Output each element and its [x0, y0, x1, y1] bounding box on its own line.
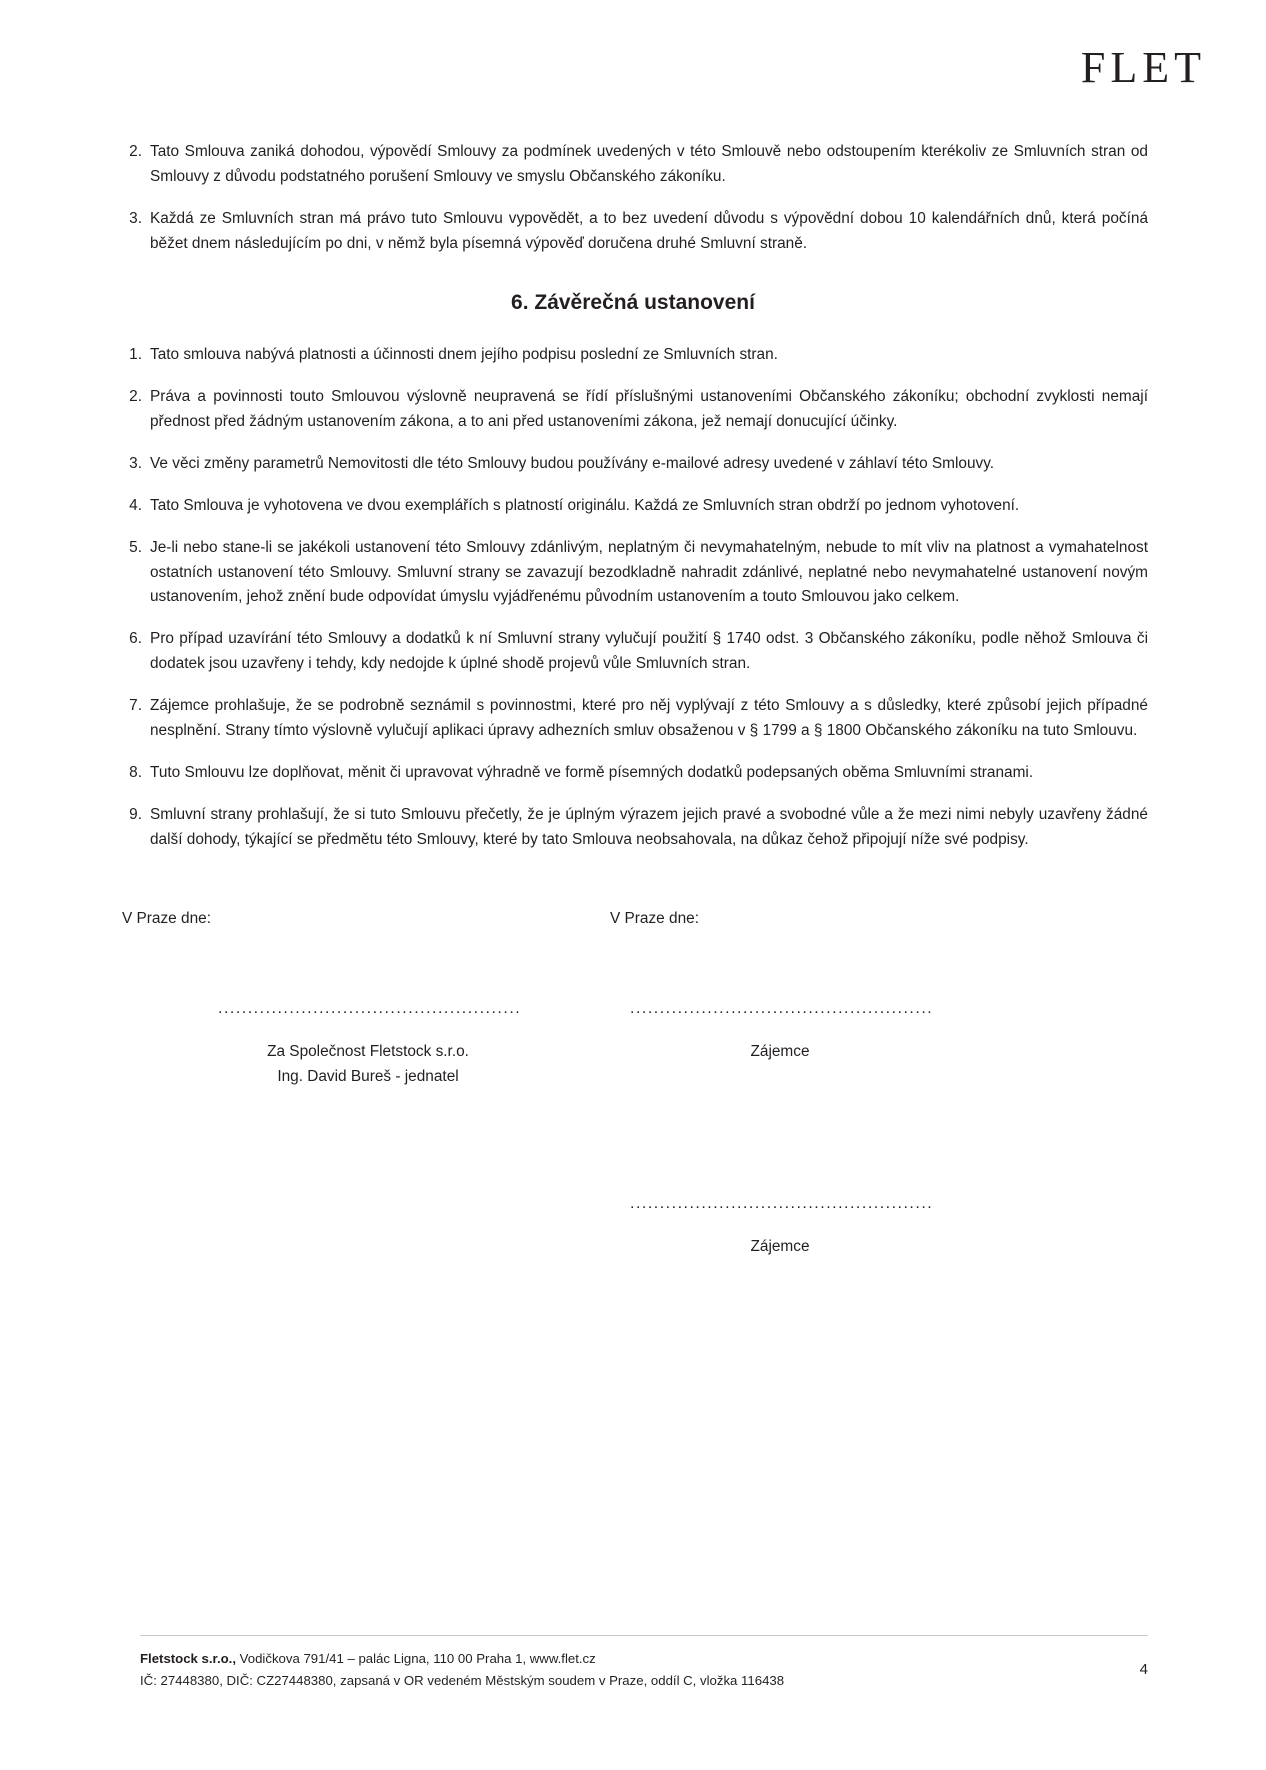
clause-text: Ve věci změny parametrů Nemovitosti dle této Smlouvy budou používány e-mailové adresy uvedené v záhlaví této Smlouvy.: [150, 454, 995, 472]
signature-label-applicant-1: Zájemce: [750, 1043, 810, 1060]
signature-label-company: [218, 1040, 518, 1089]
footer-address: Vodičkova 791/41 – palác Ligna, 110 00 Praha 1, www.flet.cz: [236, 1651, 596, 1667]
page-number: 4: [1139, 1661, 1148, 1678]
clause-text: Tato Smlouva zaniká dohodou, výpovědí Smlouvy za podmínek uvedených v této Smlouvě nebo odstoupením kterékoliv ze Smluvních stran od Smlouvy z důvodu podstatného porušení Smlouvy ve smyslu Občanského zákoníku.: [150, 143, 1148, 185]
brand-logo: FLET: [1080, 43, 1206, 92]
document-body: [118, 140, 1148, 870]
list-item: [118, 694, 1148, 744]
signature-company-person: Ing. David Bureš - jednatel: [277, 1067, 459, 1085]
signature-area: [118, 910, 1148, 1255]
clause-number: 9.: [129, 806, 142, 824]
list-item: [118, 536, 1148, 611]
signature-line: ...................................................: [630, 1195, 934, 1212]
clause-text: Práva a povinnosti touto Smlouvou výslovně neupravená se řídí příslušnými ustanoveními Občanského zákoníku; obchodní zvyklosti nemají přednost před žádným ustanovením zákona, a to ani před ustanoveními zákona, jež nemají donucující účinky.: [150, 387, 1148, 430]
list-item: [118, 803, 1148, 853]
clause-number: 2.: [129, 387, 142, 405]
list-item: [118, 452, 1148, 477]
clause-number: 6.: [129, 630, 142, 648]
top-clause-list: [118, 140, 1148, 257]
clause-number: 2.: [129, 143, 142, 160]
signature-line: ...................................................: [218, 1000, 522, 1017]
clause-text: Pro případ uzavírání této Smlouvy a dodatků k ní Smluvní strany vylučují použití § 1740 odst. 3 Občanského zákoníku, podle něhož Smlouva či dodatek jsou uzavřeny i tehdy, kdy nedojde k úplné shodě projevů vůle Smluvních stran.: [150, 630, 1148, 673]
list-item: [118, 761, 1148, 786]
signature-company-name: Za Společnost Fletstock s.r.o.: [267, 1043, 469, 1060]
list-item: [118, 140, 1148, 190]
signature-block-applicant-1: [630, 1000, 934, 1065]
footer-line-2: IČ: 27448380, DIČ: CZ27448380, zapsaná v OR vedeném Městským soudem v Praze, oddíl C, vložka 116438: [140, 1673, 785, 1689]
list-item: [118, 343, 1148, 368]
clause-text: Tuto Smlouvu lze doplňovat, měnit či upravovat výhradně ve formě písemných dodatků podepsaných oběma Smluvními stranami.: [150, 764, 1034, 782]
clause-text: Každá ze Smluvních stran má právo tuto Smlouvu vypovědět, a to bez uvedení důvodu s výpovědní dobou 10 kalendářních dnů, která počíná běžet dnem následujícím po dni, v němž byla písemná výpověď doručena druhé Smluvní straně.: [150, 209, 1148, 252]
signature-label-applicant-2: Zájemce: [750, 1238, 810, 1255]
clause-number: 7.: [129, 697, 142, 715]
clause-text: Tato Smlouva je vyhotovena ve dvou exemplářích s platností originálu. Každá ze Smluvních stran obdrží po jednom vyhotovení.: [150, 496, 1020, 514]
list-item: [118, 207, 1148, 257]
section-heading: 6. Závěrečná ustanovení: [511, 290, 755, 314]
list-item: [118, 385, 1148, 435]
list-item: [118, 494, 1148, 519]
footer-divider: [140, 1635, 1148, 1636]
list-item: [118, 627, 1148, 677]
date-row: [118, 910, 1148, 944]
signature-block-company: [218, 1000, 522, 1089]
date-label-left: V Praze dne:: [122, 910, 211, 927]
clause-text: Je-li nebo stane-li se jakékoli ustanovení této Smlouvy zdánlivým, neplatným či nevymahatelným, nebude to mít vliv na platnost a vymahatelnost ostatních ustanovení této Smlouvy. Smluvní strany se zavazují bezodkladně nahradit zdánlivé, neplatné nebo nevymahatelné ustanovení novým ustanovením, jehož znění bude odpovídat úmyslu vyjádřenému původním ustanovením a touto Smlouvou jako celkem.: [150, 538, 1148, 606]
footer-line-1: [140, 1648, 1148, 1670]
clause-number: 8.: [129, 764, 142, 782]
clause-number: 3.: [129, 454, 142, 472]
clause-number: 4.: [129, 496, 142, 514]
date-label-right: V Praze dne:: [610, 910, 699, 927]
clause-text: Smluvní strany prohlašují, že si tuto Smlouvu přečetly, že je úplným výrazem jejich pravé a svobodné vůle a že mezi nimi nebyly uzavřeny žádné další dohody, týkající se předmětu této Smlouvy, které by tato Smlouva neobsahovala, na důkaz čehož připojují níže své podpisy.: [150, 806, 1148, 849]
signature-block-applicant-2: [630, 1195, 934, 1260]
page-footer: [140, 1635, 1148, 1692]
clause-number: 3.: [129, 209, 142, 227]
clause-number: 5.: [129, 538, 142, 556]
clause-number: 1.: [129, 345, 142, 363]
section-clause-list: [118, 343, 1148, 853]
footer-company-name: Fletstock s.r.o.,: [140, 1651, 237, 1667]
clause-text: Tato smlouva nabývá platnosti a účinnosti dnem jejího podpisu poslední ze Smluvních stran.: [150, 345, 778, 363]
signature-line: ...................................................: [630, 1000, 934, 1017]
clause-text: Zájemce prohlašuje, že se podrobně seznámil s povinnostmi, které pro něj vyplývají z této Smlouvy a s důsledky, které způsobí jejich případné nesplnění. Strany tímto výslovně vylučují aplikaci úpravy adhezních smluv obsaženou v § 1799 a § 1800 Občanského zákoníku na tuto Smlouvu.: [150, 697, 1148, 740]
